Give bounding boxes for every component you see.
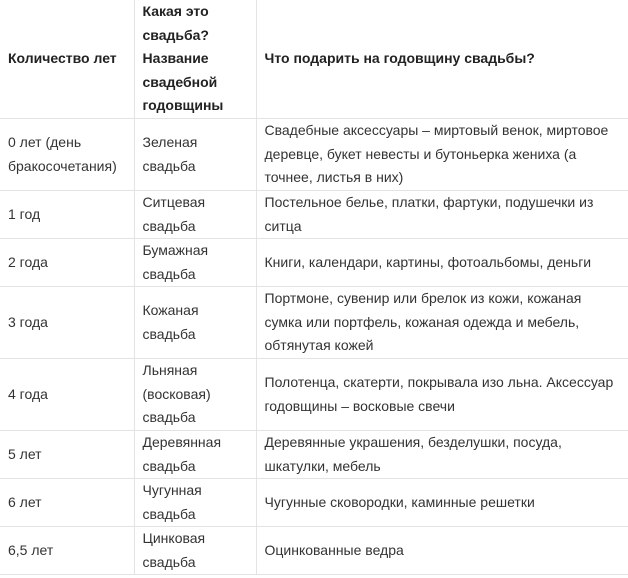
cell-years: 6 лет (0, 479, 134, 527)
table-row (0, 527, 628, 575)
table-row (0, 479, 628, 527)
table-row (0, 431, 628, 479)
cell-anniversary-name: Бумажная свадьба (134, 239, 256, 287)
cell-gift: Свадебные аксессуары – миртовый венок, миртовое деревце, букет невесты и бутоньерка жениха (а точнее, листья в них) (256, 119, 628, 191)
cell-gift: Оцинкованные ведра (256, 527, 628, 575)
cell-anniversary-name: Зеленая свадьба (134, 119, 256, 191)
cell-years: 5 лет (0, 431, 134, 479)
header-anniversary-name: Какая это свадьба? Название свадебной годовщины (134, 0, 256, 119)
cell-anniversary-name: Цинковая свадьба (134, 527, 256, 575)
cell-anniversary-name: Чугунная свадьба (134, 479, 256, 527)
cell-years: 0 лет (день бракосочетания) (0, 119, 134, 191)
cell-years: 4 года (0, 359, 134, 431)
table-row (0, 287, 628, 359)
cell-anniversary-name: Льняная (восковая) свадьба (134, 359, 256, 431)
cell-gift: Чугунные сковородки, каминные решетки (256, 479, 628, 527)
cell-years: 2 года (0, 239, 134, 287)
header-years: Количество лет (0, 0, 134, 119)
table-row (0, 119, 628, 191)
cell-years: 1 год (0, 191, 134, 239)
cell-gift: Деревянные украшения, безделушки, посуда, шкатулки, мебель (256, 431, 628, 479)
cell-years: 6,5 лет (0, 527, 134, 575)
cell-anniversary-name: Деревянная свадьба (134, 431, 256, 479)
table-row (0, 359, 628, 431)
table-header-row (0, 0, 628, 119)
header-gift: Что подарить на годовщину свадьбы? (256, 0, 628, 119)
cell-gift: Постельное белье, платки, фартуки, подушечки из ситца (256, 191, 628, 239)
table-row (0, 191, 628, 239)
cell-years: 3 года (0, 287, 134, 359)
cell-anniversary-name: Кожаная свадьба (134, 287, 256, 359)
cell-anniversary-name: Ситцевая свадьба (134, 191, 256, 239)
table-row (0, 239, 628, 287)
cell-gift: Полотенца, скатерти, покрывала изо льна. Аксессуар годовщины – восковые свечи (256, 359, 628, 431)
cell-gift: Книги, календари, картины, фотоальбомы, деньги (256, 239, 628, 287)
cell-gift: Портмоне, сувенир или брелок из кожи, кожаная сумка или портфель, кожаная одежда и мебель, обтянутая кожей (256, 287, 628, 359)
